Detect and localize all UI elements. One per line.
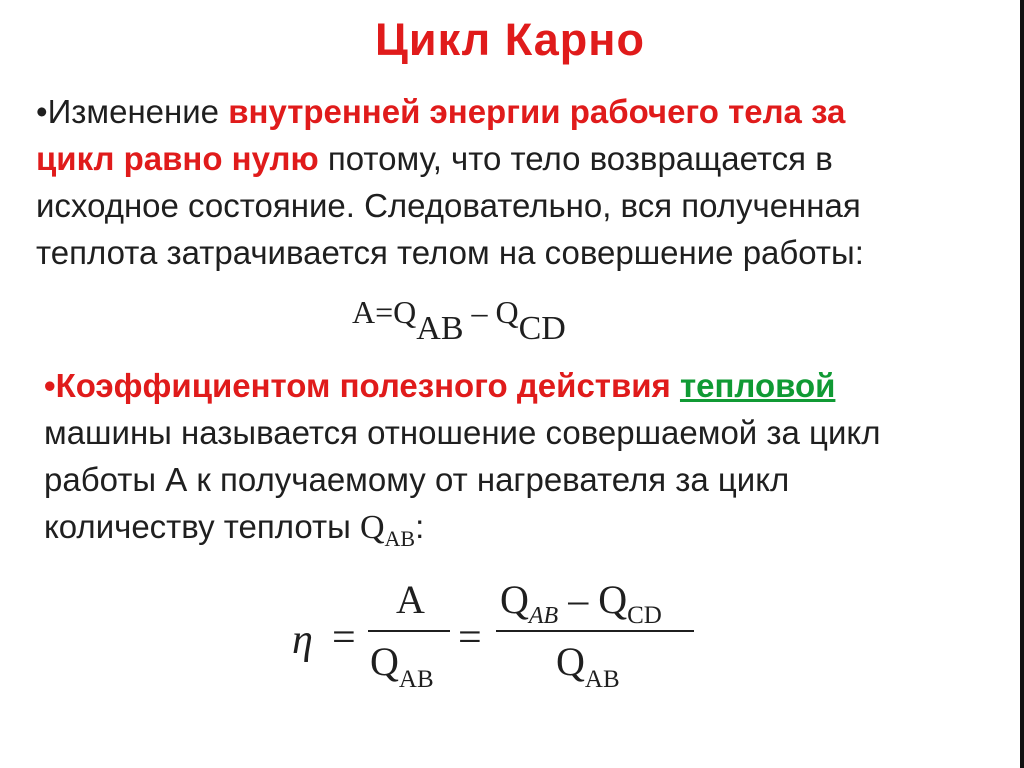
formula-work xyxy=(352,294,566,347)
para2-highlight-green: тепловой xyxy=(679,367,836,404)
bullet: • xyxy=(44,367,56,404)
den2-q: Q xyxy=(556,639,585,684)
para1-line-1 xyxy=(36,88,952,135)
para1-text-plain-2: потому, что тело возвращается в xyxy=(318,140,833,177)
para2-colon: : xyxy=(415,508,425,545)
para2-line-4-text: количеству теплоты xyxy=(44,508,360,545)
fraction1-denominator xyxy=(370,638,434,693)
den2-sub: AB xyxy=(584,666,620,693)
para1-line-3: исходное состояние. Следовательно, вся полученная xyxy=(36,187,861,224)
num2-sub-ab: AB xyxy=(528,603,559,629)
formula1-lhs: A=Q xyxy=(352,294,417,330)
fraction2-denominator xyxy=(556,638,620,693)
para1-text-plain: Изменение xyxy=(47,93,229,130)
paragraph-efficiency xyxy=(44,362,964,554)
num2-sub-cd: CD xyxy=(627,602,662,629)
equals-sign-1: = xyxy=(332,615,356,661)
inline-q: Q xyxy=(359,509,385,546)
para2-line-4 xyxy=(44,503,964,554)
num2-q1: Q xyxy=(500,577,529,622)
para1-highlight-red-cont: цикл равно нулю xyxy=(36,140,319,177)
para1-highlight-red: внутренней энергии рабочего тела за xyxy=(228,93,846,130)
eta-symbol: η xyxy=(292,617,313,663)
para2-highlight-red: Коэффициентом полезного действия xyxy=(55,367,671,404)
formula1-sub-ab: AB xyxy=(416,310,464,347)
fraction2-numerator xyxy=(500,576,662,629)
para1-line-4: теплота затрачивается телом на совершение работы: xyxy=(36,234,864,271)
slide-title: Цикл Карно xyxy=(375,14,645,65)
fraction2-bar xyxy=(496,630,694,632)
formula-efficiency xyxy=(290,574,710,704)
fraction1-numerator: A xyxy=(396,577,425,622)
paragraph-internal-energy xyxy=(36,88,952,276)
para2-line-1 xyxy=(44,362,964,409)
formula1-sub-cd: CD xyxy=(518,310,566,347)
den1-sub: AB xyxy=(398,666,434,693)
formula1-minus: – Q xyxy=(463,294,519,330)
inline-q-sub: AB xyxy=(384,526,416,551)
para2-line-2: машины называется отношение совершаемой за цикл xyxy=(44,414,881,451)
bullet: • xyxy=(36,93,48,130)
slide-right-border xyxy=(1020,0,1024,768)
num2-minus: – Q xyxy=(558,577,628,622)
equals-sign-2: = xyxy=(458,615,482,661)
fraction1-bar xyxy=(368,630,450,632)
inline-q-ab xyxy=(359,509,416,551)
para1-line-2 xyxy=(36,135,952,182)
para2-line-3: работы А к получаемому от нагревателя за цикл xyxy=(44,461,790,498)
den1-q: Q xyxy=(370,639,399,684)
